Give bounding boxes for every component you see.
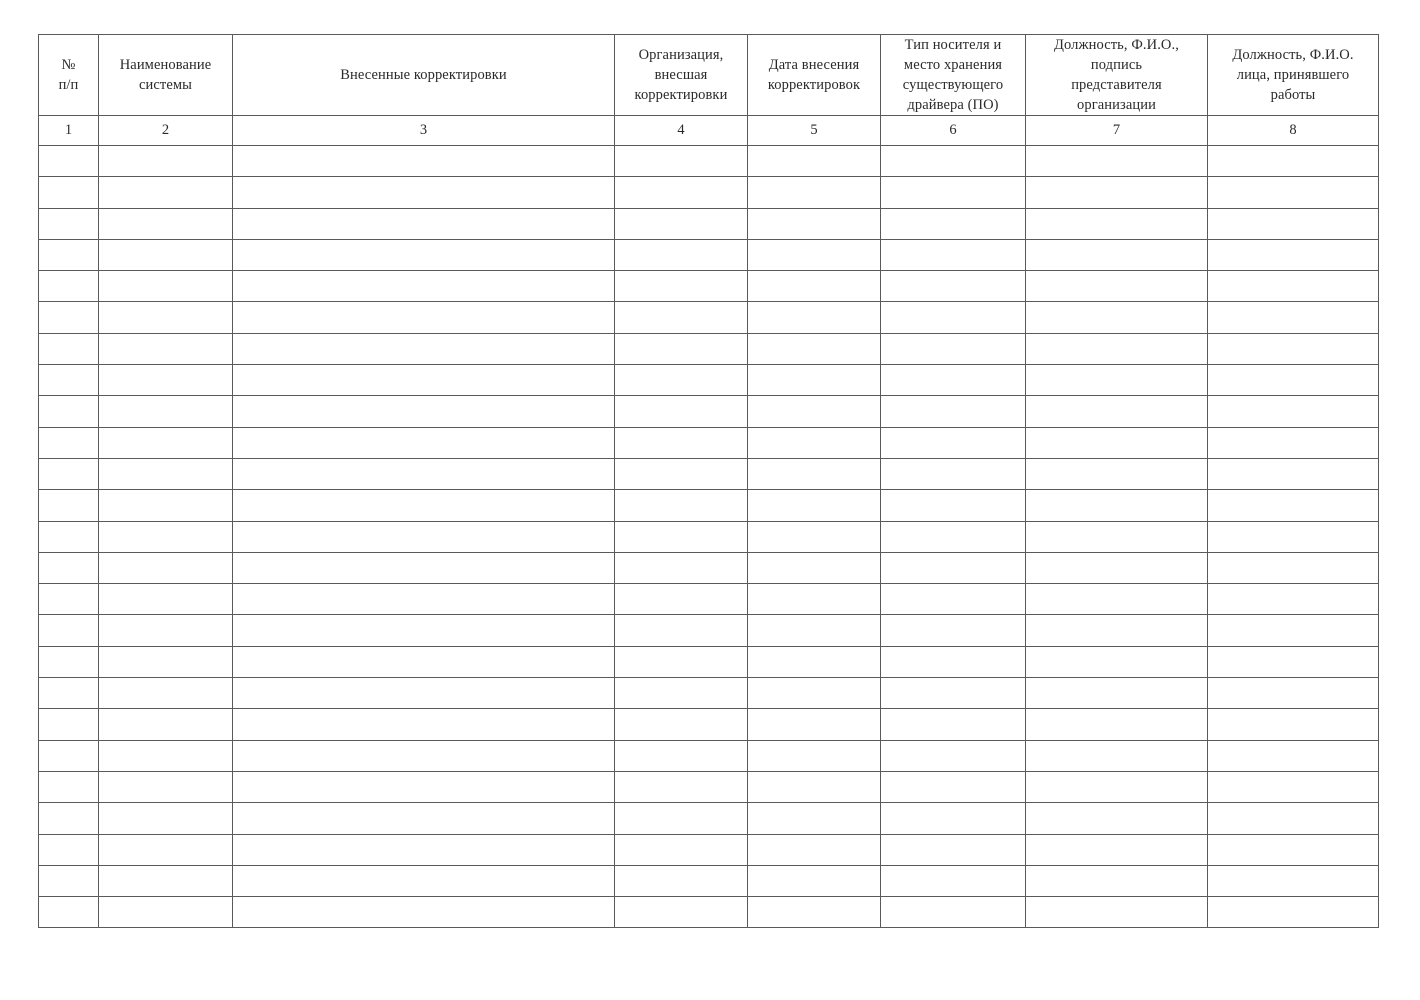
table-row xyxy=(39,740,1379,771)
table-cell xyxy=(233,208,615,239)
table-cell xyxy=(748,271,881,302)
table-cell xyxy=(615,709,748,740)
table-cell xyxy=(748,897,881,928)
table-row xyxy=(39,521,1379,552)
table-cell xyxy=(233,177,615,208)
column-number: 1 xyxy=(39,116,99,146)
table-cell xyxy=(1208,365,1379,396)
table-row xyxy=(39,678,1379,709)
table-cell xyxy=(1208,834,1379,865)
table-cell xyxy=(881,427,1026,458)
table-cell xyxy=(99,427,233,458)
table-cell xyxy=(615,396,748,427)
table-cell xyxy=(1208,521,1379,552)
table-cell xyxy=(39,646,99,677)
table-cell xyxy=(615,427,748,458)
table-cell xyxy=(881,396,1026,427)
table-cell xyxy=(39,396,99,427)
table-cell xyxy=(39,146,99,177)
table-cell xyxy=(1026,678,1208,709)
header-row xyxy=(39,35,1379,116)
table-cell xyxy=(748,333,881,364)
table-cell xyxy=(1026,427,1208,458)
table-cell xyxy=(881,771,1026,802)
header-correction-date: Дата внесения корректировок xyxy=(748,35,881,116)
table-cell xyxy=(39,865,99,896)
table-cell xyxy=(99,365,233,396)
table-cell xyxy=(1026,271,1208,302)
table-cell xyxy=(1208,271,1379,302)
table-cell xyxy=(1026,865,1208,896)
table-cell xyxy=(748,865,881,896)
table-cell xyxy=(39,709,99,740)
table-cell xyxy=(39,458,99,489)
table-row xyxy=(39,146,1379,177)
table-cell xyxy=(615,333,748,364)
table-cell xyxy=(1026,897,1208,928)
table-cell xyxy=(39,521,99,552)
table-cell xyxy=(1208,709,1379,740)
table-cell xyxy=(1026,552,1208,583)
column-number: 3 xyxy=(233,116,615,146)
table-cell xyxy=(881,302,1026,333)
table-cell xyxy=(1208,740,1379,771)
table-cell xyxy=(233,834,615,865)
table-cell xyxy=(39,490,99,521)
table-cell xyxy=(233,302,615,333)
table-cell xyxy=(881,552,1026,583)
column-number: 7 xyxy=(1026,116,1208,146)
table-cell xyxy=(99,865,233,896)
table-cell xyxy=(881,208,1026,239)
table-cell xyxy=(1208,396,1379,427)
table-cell xyxy=(99,897,233,928)
table-cell xyxy=(1208,458,1379,489)
table-cell xyxy=(99,458,233,489)
table-cell xyxy=(233,458,615,489)
table-cell xyxy=(39,834,99,865)
table-cell xyxy=(1208,146,1379,177)
table-cell xyxy=(615,615,748,646)
table-cell xyxy=(748,615,881,646)
header-accepting-person: Должность, Ф.И.О. лица, принявшего работы xyxy=(1208,35,1379,116)
table-cell xyxy=(881,271,1026,302)
table-cell xyxy=(39,615,99,646)
table-cell xyxy=(99,302,233,333)
column-number: 2 xyxy=(99,116,233,146)
header-row-number: № п/п xyxy=(39,35,99,116)
table-cell xyxy=(1026,584,1208,615)
table-cell xyxy=(1026,834,1208,865)
table-cell xyxy=(233,678,615,709)
table-cell xyxy=(881,239,1026,270)
table-cell xyxy=(1026,396,1208,427)
table-cell xyxy=(99,646,233,677)
table-cell xyxy=(1026,208,1208,239)
table-cell xyxy=(39,552,99,583)
table-row xyxy=(39,177,1379,208)
table-row xyxy=(39,803,1379,834)
table-cell xyxy=(1026,365,1208,396)
table-cell xyxy=(748,177,881,208)
table-cell xyxy=(1026,239,1208,270)
table-cell xyxy=(233,427,615,458)
table-cell xyxy=(233,615,615,646)
table-row xyxy=(39,208,1379,239)
table-cell xyxy=(615,177,748,208)
table-cell xyxy=(748,427,881,458)
table-row xyxy=(39,771,1379,802)
table-cell xyxy=(748,740,881,771)
table-cell xyxy=(1208,584,1379,615)
table-cell xyxy=(748,146,881,177)
table-cell xyxy=(881,521,1026,552)
table-cell xyxy=(748,803,881,834)
column-number: 6 xyxy=(881,116,1026,146)
table-cell xyxy=(748,208,881,239)
table-row xyxy=(39,615,1379,646)
table-cell xyxy=(233,396,615,427)
table-cell xyxy=(99,490,233,521)
table-cell xyxy=(615,208,748,239)
table-cell xyxy=(1208,615,1379,646)
table-cell xyxy=(1026,333,1208,364)
table-cell xyxy=(99,396,233,427)
table-cell xyxy=(233,552,615,583)
table-cell xyxy=(748,302,881,333)
table-cell xyxy=(615,239,748,270)
table-cell xyxy=(1208,865,1379,896)
table-cell xyxy=(615,302,748,333)
table-cell xyxy=(39,177,99,208)
table-cell xyxy=(233,803,615,834)
table-cell xyxy=(881,146,1026,177)
table-cell xyxy=(748,552,881,583)
header-org-representative: Должность, Ф.И.О., подпись представителя организации xyxy=(1026,35,1208,116)
table-cell xyxy=(1026,177,1208,208)
table-row xyxy=(39,396,1379,427)
table-row xyxy=(39,302,1379,333)
table-cell xyxy=(615,897,748,928)
column-number-row xyxy=(39,116,1379,146)
table-cell xyxy=(99,208,233,239)
table-cell xyxy=(1208,177,1379,208)
table-cell xyxy=(615,678,748,709)
table-cell xyxy=(99,678,233,709)
table-cell xyxy=(233,584,615,615)
table-cell xyxy=(881,740,1026,771)
table-cell xyxy=(881,365,1026,396)
table-cell xyxy=(615,146,748,177)
table-cell xyxy=(881,615,1026,646)
table-cell xyxy=(881,803,1026,834)
table-cell xyxy=(881,834,1026,865)
table-cell xyxy=(1026,771,1208,802)
table-cell xyxy=(881,709,1026,740)
table-cell xyxy=(39,427,99,458)
table-cell xyxy=(748,646,881,677)
table-cell xyxy=(1026,458,1208,489)
table-cell xyxy=(233,740,615,771)
table-cell xyxy=(881,678,1026,709)
table-cell xyxy=(99,239,233,270)
table-cell xyxy=(39,208,99,239)
table-cell xyxy=(99,146,233,177)
table-cell xyxy=(881,897,1026,928)
table-row xyxy=(39,458,1379,489)
table-cell xyxy=(39,803,99,834)
table-cell xyxy=(748,834,881,865)
table-row xyxy=(39,552,1379,583)
table-cell xyxy=(1026,709,1208,740)
table-row xyxy=(39,646,1379,677)
table-row xyxy=(39,239,1379,270)
table-cell xyxy=(39,897,99,928)
table-cell xyxy=(615,271,748,302)
table-cell xyxy=(1208,552,1379,583)
table-cell xyxy=(99,771,233,802)
table-cell xyxy=(1026,490,1208,521)
table-row xyxy=(39,427,1379,458)
header-system-name: Наименование системы xyxy=(99,35,233,116)
table-cell xyxy=(233,239,615,270)
table-cell xyxy=(99,740,233,771)
table-cell xyxy=(1208,208,1379,239)
table-cell xyxy=(1026,646,1208,677)
table-cell xyxy=(1208,427,1379,458)
table-cell xyxy=(615,865,748,896)
table-cell xyxy=(99,584,233,615)
table-cell xyxy=(39,239,99,270)
table-cell xyxy=(615,458,748,489)
table-cell xyxy=(615,365,748,396)
header-media-type: Тип носителя и место хранения существующего драйвера (ПО) xyxy=(881,35,1026,116)
table-cell xyxy=(748,396,881,427)
table-cell xyxy=(233,365,615,396)
table-cell xyxy=(99,271,233,302)
table-cell xyxy=(615,740,748,771)
table-cell xyxy=(1208,803,1379,834)
table-cell xyxy=(39,302,99,333)
table-cell xyxy=(99,333,233,364)
table-cell xyxy=(233,146,615,177)
table-cell xyxy=(233,333,615,364)
table-cell xyxy=(881,646,1026,677)
table-cell xyxy=(39,740,99,771)
table-cell xyxy=(881,490,1026,521)
table-cell xyxy=(233,521,615,552)
table-row xyxy=(39,709,1379,740)
header-corrections: Внесенные корректировки xyxy=(233,35,615,116)
table-cell xyxy=(748,239,881,270)
table-cell xyxy=(1208,239,1379,270)
table-cell xyxy=(748,365,881,396)
table-cell xyxy=(1026,146,1208,177)
table-cell xyxy=(1026,302,1208,333)
table-cell xyxy=(881,865,1026,896)
table-cell xyxy=(1208,302,1379,333)
header-organization: Организация, внесшая корректировки xyxy=(615,35,748,116)
table-cell xyxy=(748,521,881,552)
table-row xyxy=(39,490,1379,521)
table-cell xyxy=(1208,771,1379,802)
table-cell xyxy=(748,490,881,521)
table-cell xyxy=(39,771,99,802)
table-cell xyxy=(99,803,233,834)
table-cell xyxy=(1208,897,1379,928)
table-cell xyxy=(1208,646,1379,677)
table-cell xyxy=(1026,803,1208,834)
table-cell xyxy=(748,678,881,709)
table-cell xyxy=(39,365,99,396)
column-number: 8 xyxy=(1208,116,1379,146)
table-cell xyxy=(99,709,233,740)
table-cell xyxy=(615,584,748,615)
table-cell xyxy=(39,678,99,709)
table-cell xyxy=(615,521,748,552)
table-cell xyxy=(233,490,615,521)
table-cell xyxy=(748,771,881,802)
table-row xyxy=(39,365,1379,396)
table-cell xyxy=(233,897,615,928)
table-cell xyxy=(233,709,615,740)
table-cell xyxy=(615,771,748,802)
table-row xyxy=(39,834,1379,865)
table-cell xyxy=(1208,678,1379,709)
table-cell xyxy=(615,834,748,865)
table-cell xyxy=(99,177,233,208)
table-cell xyxy=(99,615,233,646)
table-cell xyxy=(1026,521,1208,552)
table-cell xyxy=(1208,490,1379,521)
table-cell xyxy=(615,490,748,521)
column-number: 5 xyxy=(748,116,881,146)
table-row xyxy=(39,897,1379,928)
table-cell xyxy=(1026,740,1208,771)
table-row xyxy=(39,865,1379,896)
table-cell xyxy=(615,552,748,583)
table-cell xyxy=(1208,333,1379,364)
corrections-journal-table xyxy=(38,34,1379,928)
table-row xyxy=(39,333,1379,364)
column-number: 4 xyxy=(615,116,748,146)
table-cell xyxy=(748,709,881,740)
table-cell xyxy=(881,333,1026,364)
table-cell xyxy=(881,177,1026,208)
table-cell xyxy=(881,584,1026,615)
table-cell xyxy=(39,271,99,302)
table-cell xyxy=(99,834,233,865)
table-row xyxy=(39,271,1379,302)
table-cell xyxy=(748,584,881,615)
table-cell xyxy=(99,552,233,583)
table-cell xyxy=(39,584,99,615)
table-cell xyxy=(881,458,1026,489)
table-cell xyxy=(233,646,615,677)
table-cell xyxy=(615,803,748,834)
table-cell xyxy=(233,271,615,302)
table-row xyxy=(39,584,1379,615)
table-cell xyxy=(615,646,748,677)
table-cell xyxy=(1026,615,1208,646)
table-cell xyxy=(39,333,99,364)
table-cell xyxy=(233,771,615,802)
table-cell xyxy=(99,521,233,552)
table-cell xyxy=(233,865,615,896)
table-cell xyxy=(748,458,881,489)
